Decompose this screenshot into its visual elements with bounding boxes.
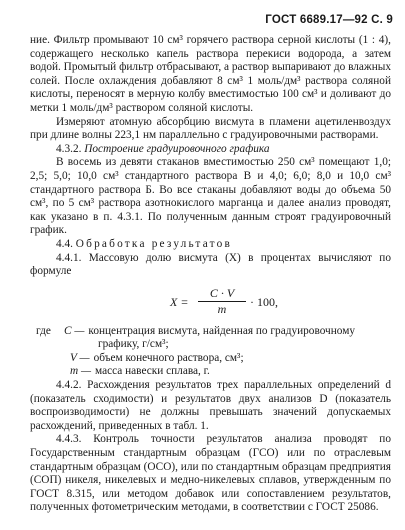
section-number: 4.3.2. (56, 142, 82, 155)
formula-denominator: m (217, 302, 227, 317)
legend-row-c (36, 325, 391, 339)
legend-symbol-v: V — (70, 351, 90, 364)
formula-lhs: X = (170, 294, 189, 309)
legend-def-c-cont: графику, г/см³; (98, 338, 169, 351)
paragraph-continuation: ние. Фильтр промывают 10 см³ горячего раствора серной кислоты (1 : 4), содержащего несколько капель раствора перекиси водорода, а затем водой. Промытый фильтр отбрасывают, а раствор выпаривают до влажных солей. После охлаждения добавляют 8 см³ 1 моль/дм³ раствора соляной кислоты, переносят в мерную колбу вместимостью 100 см³ и доливают до метки 1 моль/дм³ раствором соляной кислоты. (30, 34, 391, 114)
formula-fraction (198, 287, 246, 317)
section-title: Обработка результатов (75, 237, 232, 250)
formula-legend (36, 325, 391, 379)
legend-lead: где (36, 324, 51, 337)
legend-symbol-c: C — (64, 324, 85, 337)
section-4-4-heading (30, 238, 391, 252)
legend-def-v: объем конечного раствора, см³; (93, 351, 244, 364)
document-body (30, 34, 391, 515)
paragraph-discrepancy: 4.4.2. Расхождения результатов трех параллельных определений d (показатель сходимости) и результатов двух анализов D (показатель воспроизводимости) не должны превышать значений допускаемых расхождений, приведенных в табл. 1. (30, 379, 391, 432)
formula-tail: · 100, (250, 294, 278, 309)
section-4-3-2-heading (30, 143, 391, 157)
legend-def-m: масса навески сплава, г. (95, 365, 210, 378)
paragraph-accuracy-control: 4.4.3. Контроль точности результатов анализа проводят по Государственным стандартным образцам (ГСО) или по отраслевым стандартным образцам (ОСО), или по стандартным образцам предприятия (СОП) никеля, никелевых и медно-никелевых сплавов, утвержденным по ГОСТ 8.315, или методом добавок или сопоставлением результатов, полученных фотометрическим методами, в соответствии с ГОСТ 25086. (30, 433, 391, 514)
section-title: Построение градуировочного графика (84, 142, 270, 155)
legend-row-m (36, 365, 391, 379)
bismuth-formula (170, 287, 391, 317)
legend-row-v (36, 352, 391, 366)
page-header: ГОСТ 6689.17—92 С. 9 (265, 14, 393, 26)
legend-def-c: концентрация висмута, найденная по градуировочному (88, 324, 356, 337)
paragraph-formula-intro: 4.4.1. Массовую долю висмута (X) в процентах вычисляют по формуле (30, 251, 391, 278)
paragraph-calibration: В восемь из девяти стаканов вместимостью 250 см³ помещают 1,0; 2,5; 5,0; 10,0 см³ стандартного раствора В и 4,0; 6,0; 8,0 и 10,0 см³ стандартного раствора Б. Во все стаканы добавляют воды до объема 50 см³, по 5 см³ раствора азотнокислого марганца и далее анализ проводят, как указано в п. 4.3.1. По полученным данным строят градуировочный график. (30, 156, 391, 237)
legend-symbol-m: m — (70, 365, 92, 378)
formula-numerator: C · V (198, 287, 246, 303)
paragraph-measurement: Измеряют атомную абсорбцию висмута в пламени ацетиленвоздух при длине волны 223,1 нм параллельно с градуировочными растворами. (30, 115, 391, 142)
section-number: 4.4. (56, 237, 73, 250)
